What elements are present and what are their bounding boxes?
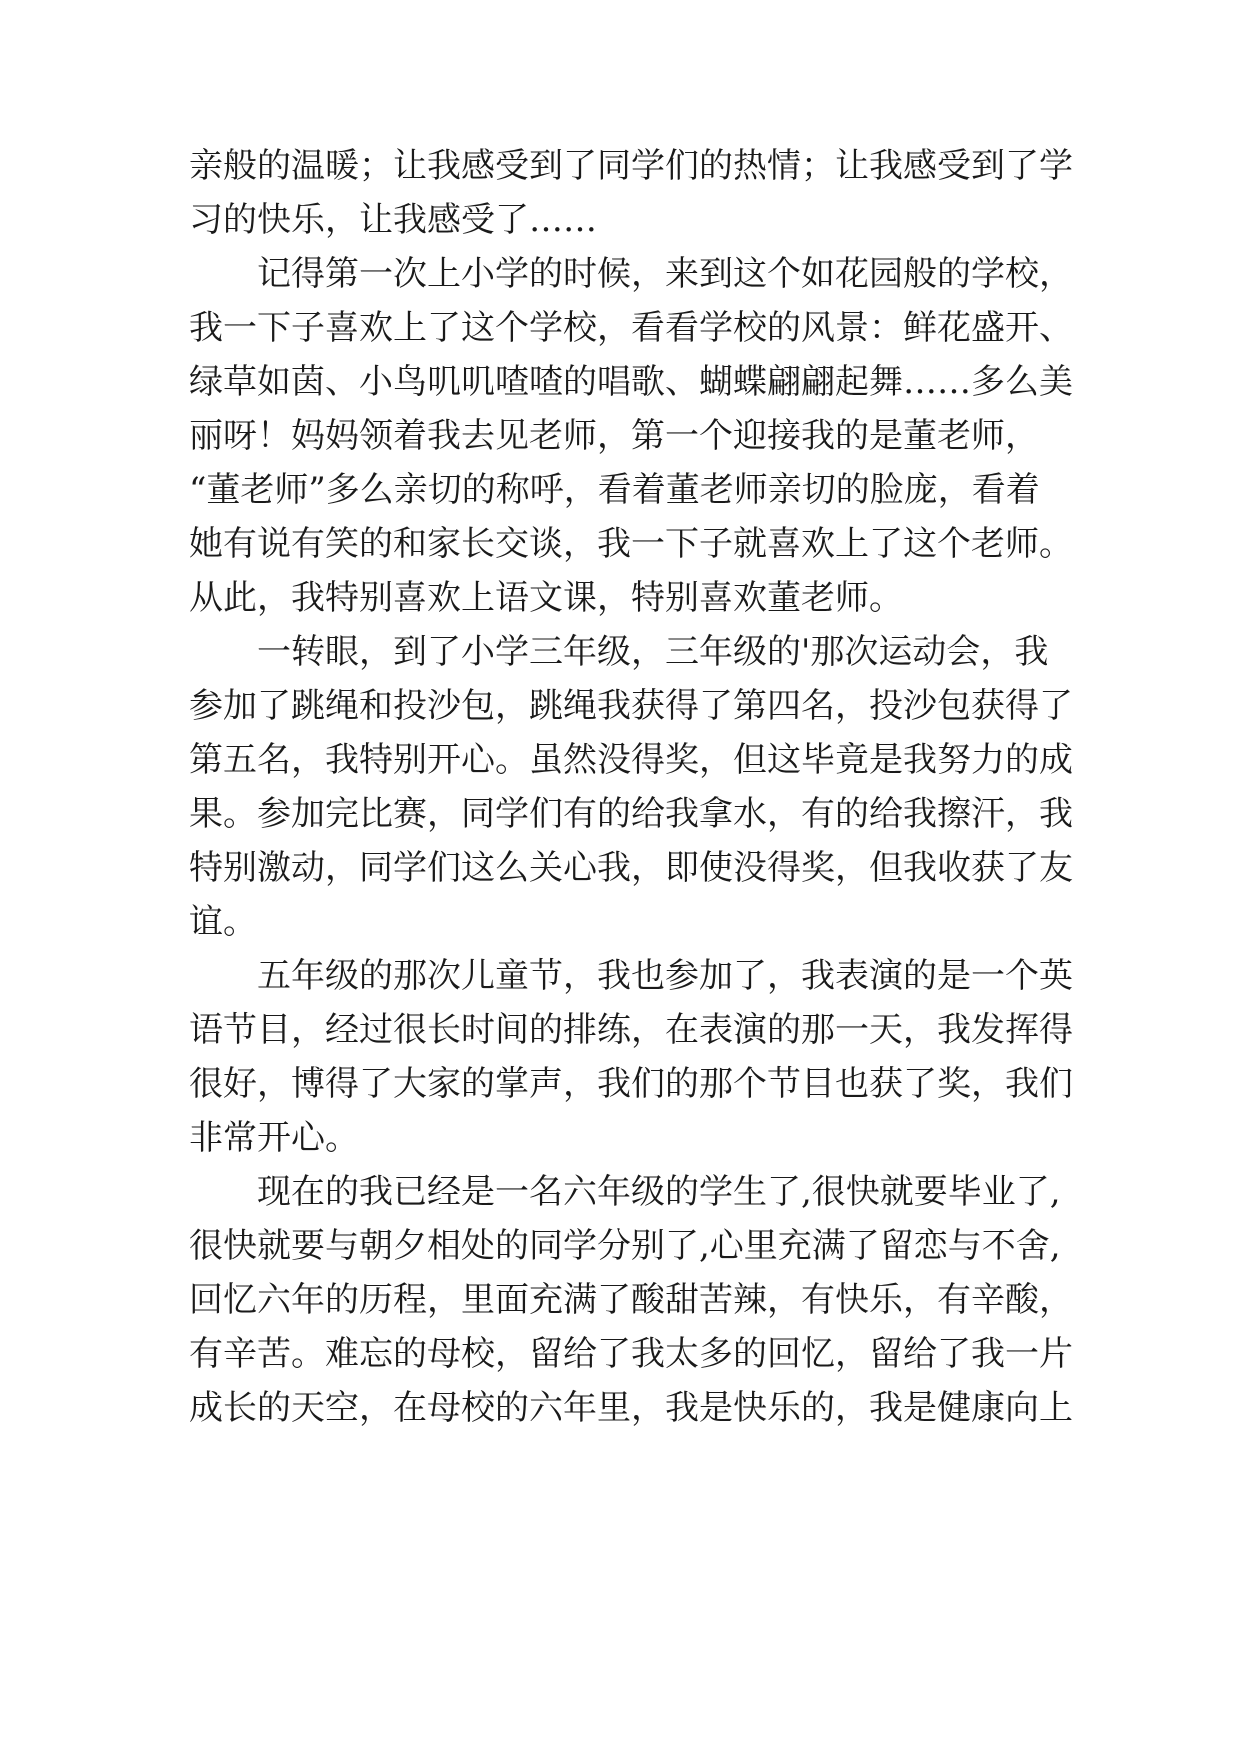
- paragraph-first-line: 五年级的那次儿童节，我也参加了，我表演的是一个英: [257, 956, 1073, 996]
- text-line: 她有说有笑的和家长交谈，我一下子就喜欢上了这个老师。: [189, 524, 1073, 564]
- text-line: 参加了跳绳和投沙包，跳绳我获得了第四名，投沙包获得了: [189, 686, 1073, 726]
- text-line: 绿草如茵、小鸟叽叽喳喳的唱歌、蝴蝶翩翩起舞……多么美: [189, 362, 1073, 402]
- text-line: 丽呀！妈妈领着我去见老师，第一个迎接我的是董老师，: [189, 416, 1039, 456]
- paragraph-first-line: 一转眼，到了小学三年级，三年级的'那次运动会，我: [257, 632, 1049, 672]
- text-line: 第五名，我特别开心。虽然没得奖，但这毕竟是我努力的成: [189, 740, 1073, 780]
- text-line: 亲般的温暖；让我感受到了同学们的热情；让我感受到了学: [189, 146, 1073, 186]
- text-line: 很快就要与朝夕相处的同学分别了,心里充满了留恋与不舍,: [189, 1226, 1061, 1266]
- text-line: 果。参加完比赛，同学们有的给我拿水，有的给我擦汗，我: [189, 794, 1073, 834]
- text-line: 非常开心。: [189, 1118, 359, 1158]
- text-line: 从此，我特别喜欢上语文课，特别喜欢董老师。: [189, 578, 903, 618]
- text-line: 谊。: [189, 902, 257, 942]
- text-line: “董老师”多么亲切的称呼，看着董老师亲切的脸庞，看着: [189, 470, 1040, 510]
- paragraph-first-line: 现在的我已经是一名六年级的学生了,很快就要毕业了,: [257, 1172, 1061, 1212]
- text-line: 成长的天空，在母校的六年里，我是快乐的，我是健康向上: [189, 1388, 1073, 1428]
- text-line: 回忆六年的历程，里面充满了酸甜苦辣，有快乐，有辛酸，: [189, 1280, 1073, 1320]
- text-line: 特别激动，同学们这么关心我，即使没得奖，但我收获了友: [189, 848, 1073, 888]
- paragraph-first-line: 记得第一次上小学的时候，来到这个如花园般的学校，: [257, 254, 1073, 294]
- text-line: 很好，博得了大家的掌声，我们的那个节目也获了奖，我们: [189, 1064, 1073, 1104]
- text-line: 我一下子喜欢上了这个学校，看看学校的风景：鲜花盛开、: [189, 308, 1073, 348]
- text-line: 习的快乐，让我感受了……: [189, 200, 597, 240]
- text-line: 语节目，经过很长时间的排练，在表演的那一天，我发挥得: [189, 1010, 1073, 1050]
- text-line: 有辛苦。难忘的母校，留给了我太多的回忆，留给了我一片: [189, 1334, 1073, 1374]
